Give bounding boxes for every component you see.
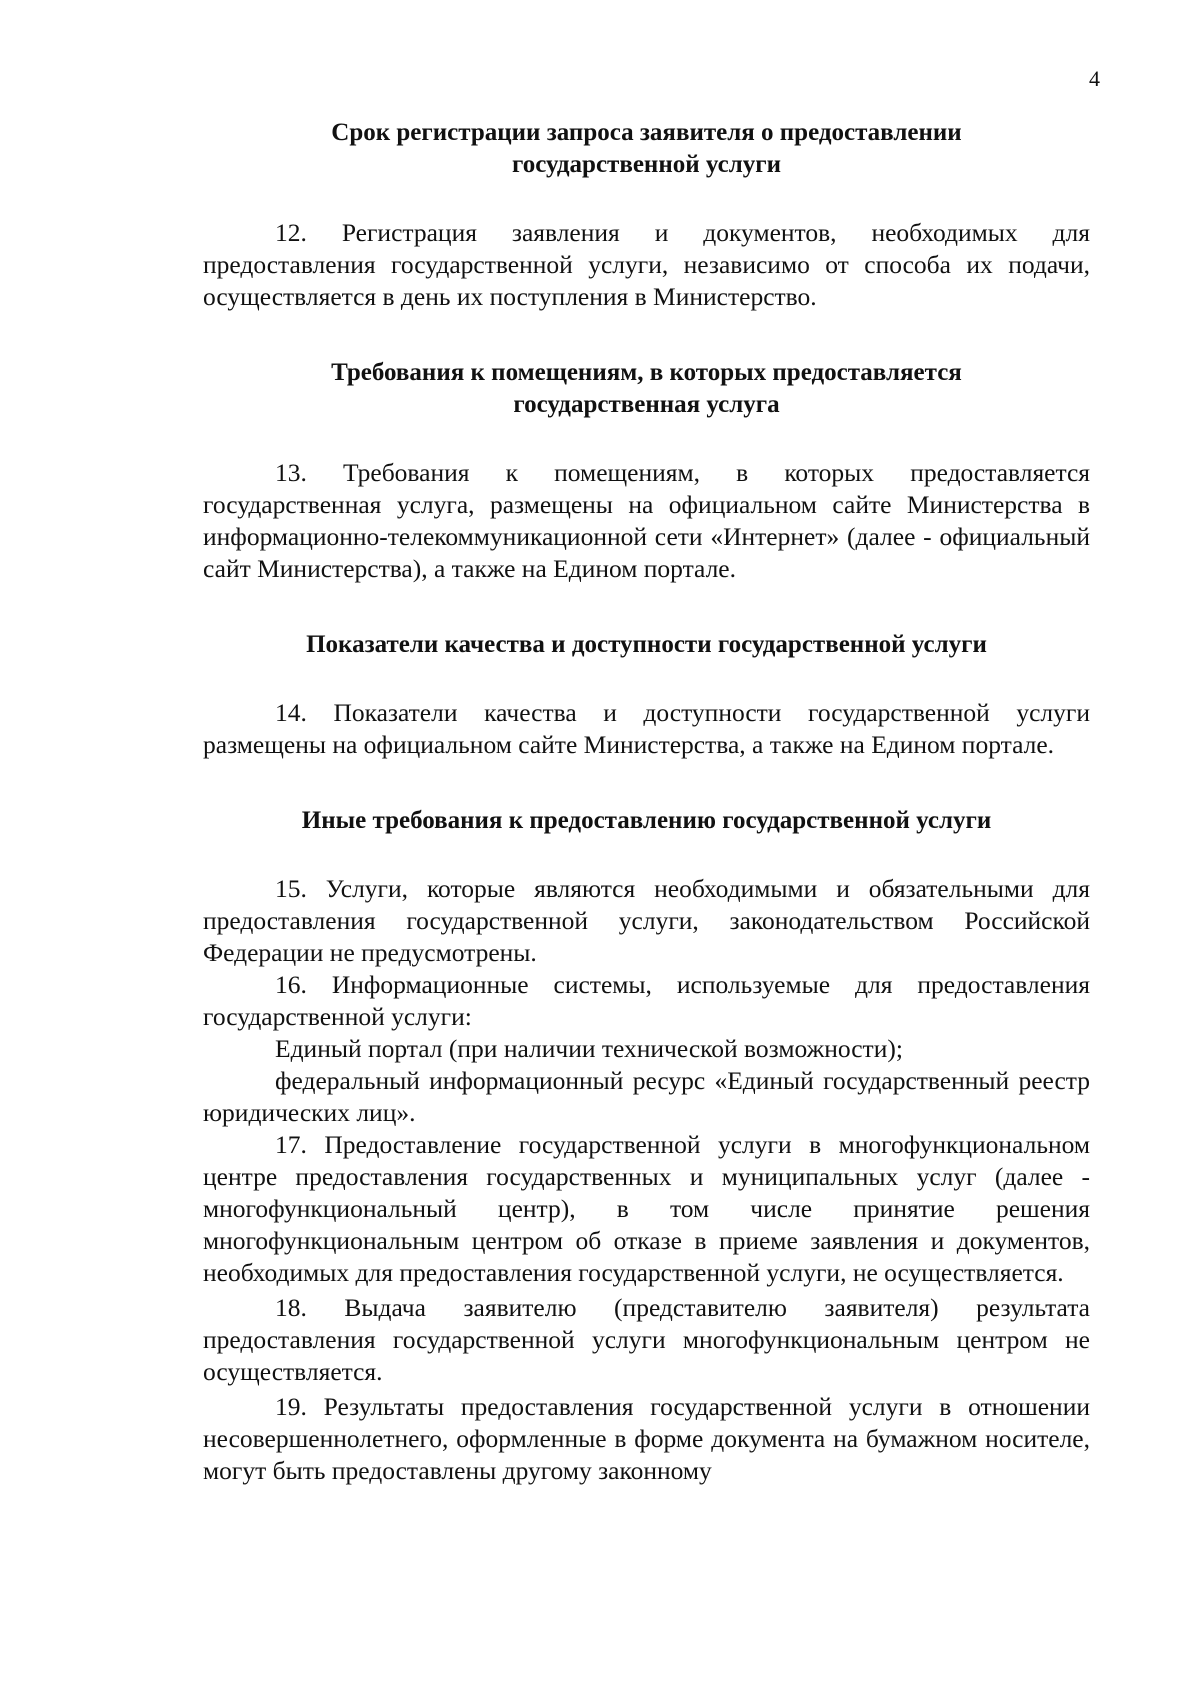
paragraph-17: 17. Предоставление государственной услуги в многофункциональном центре предоставления государственных и муниципальных услуг (далее - многофункциональный центр), в том числе принятие решения многофункциональным центром об отказе в приеме заявления и документов, необходимых для предоставления государственной услуги, не осуществляется. — [203, 1130, 1090, 1287]
heading-line: государственная услуга — [513, 391, 780, 418]
heading-line: Требования к помещениям, в которых предоставляется — [331, 359, 962, 386]
paragraph-12: 12. Регистрация заявления и документов, необходимых для предоставления государственной услуги, независимо от способа их подачи, осуществляется в день их поступления в Министерство. — [203, 218, 1090, 311]
heading-line: Иные требования к предоставлению государственной услуги — [301, 807, 992, 834]
section-heading-registration — [203, 117, 1090, 181]
heading-line: Срок регистрации запроса заявителя о предоставлении — [331, 119, 962, 146]
section-heading-quality — [203, 629, 1090, 661]
paragraph-16-item-registry: федеральный информационный ресурс «Единый государственный реестр юридических лиц». — [203, 1066, 1090, 1127]
section-heading-premises — [203, 357, 1090, 421]
paragraph-13: 13. Требования к помещениям, в которых предоставляется государственная услуга, размещены на официальном сайте Министерства в информационно-телекоммуникационной сети «Интернет» (далее - официальный сайт Министерства), а также на Едином портале. — [203, 458, 1090, 583]
paragraph-16: 16. Информационные системы, используемые для предоставления государственной услуги: — [203, 970, 1090, 1031]
paragraph-19: 19. Результаты предоставления государственной услуги в отношении несовершеннолетнего, оформленные в форме документа на бумажном носителе, могут быть предоставлены другому законному — [203, 1392, 1090, 1485]
heading-line: Показатели качества и доступности государственной услуги — [306, 631, 987, 658]
paragraph-18: 18. Выдача заявителю (представителю заявителя) результата предоставления государственной услуги многофункциональным центром не осуществляется. — [203, 1293, 1090, 1386]
paragraph-16-item-portal: Единый портал (при наличии технической возможности); — [275, 1034, 903, 1063]
heading-line: государственной услуги — [511, 151, 782, 178]
document-body — [203, 117, 1090, 1487]
paragraph-15: 15. Услуги, которые являются необходимыми и обязательными для предоставления государственной услуги, законодательством Российской Федерации не предусмотрены. — [203, 874, 1090, 967]
section-heading-other-requirements — [203, 805, 1090, 837]
page-number: 4 — [1089, 66, 1100, 91]
paragraph-14: 14. Показатели качества и доступности государственной услуги размещены на официальном сайте Министерства, а также на Едином портале. — [203, 698, 1090, 759]
